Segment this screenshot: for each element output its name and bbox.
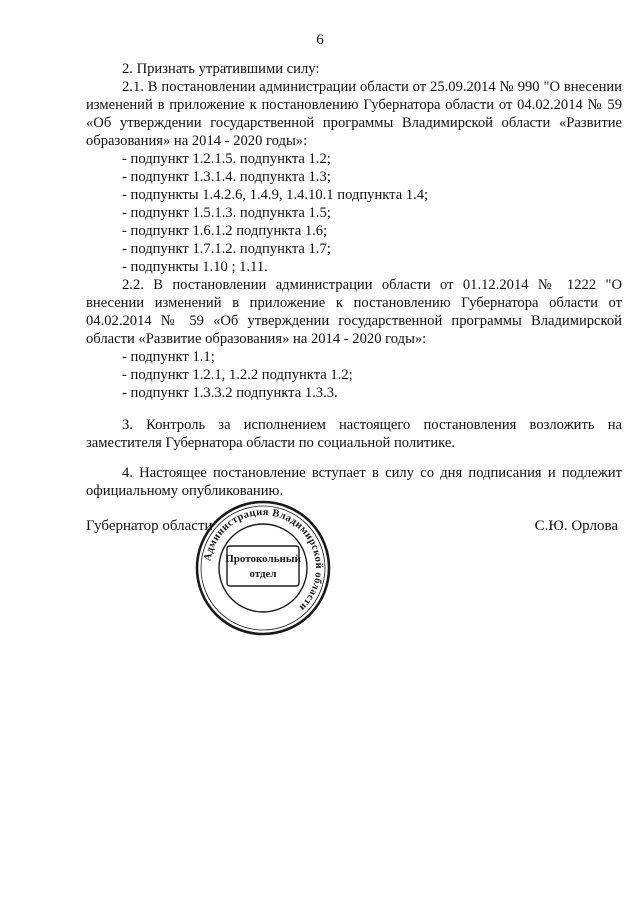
section-2-heading: 2. Признать утратившими силу: <box>122 61 320 77</box>
list-item: - подпункт 1.3.3.2 подпункта 1.3.3. <box>122 385 338 401</box>
signature-name: С.Ю. Орлова <box>534 518 618 534</box>
page-number: 6 <box>316 32 324 48</box>
list-item: - подпункт 1.7.1.2. подпункта 1.7; <box>122 241 331 257</box>
stamp-center-line1: Протокольный <box>225 553 301 565</box>
list-item: - подпункт 1.1; <box>122 349 215 365</box>
list-item: - подпункты 1.4.2.6, 1.4.9, 1.4.10.1 подпункта 1.4; <box>122 187 429 203</box>
document-body <box>86 60 622 500</box>
list-item: - подпункты 1.10 ; 1.11. <box>122 259 268 275</box>
list-item: - подпункт 1.2.1, 1.2.2 подпункта 1.2; <box>122 367 353 383</box>
list-item: - подпункт 1.3.1.4. подпункта 1.3; <box>122 169 331 185</box>
list-item: - подпункт 1.6.1.2 подпункта 1.6; <box>122 223 328 239</box>
stamp-center-line2: отдел <box>249 568 277 580</box>
paragraph-2-1: 2.1. В постановлении администрации области от 25.09.2014 № 990 "О внесении изменений в приложение к постановлению Губернатора области от 04.02.2014 № 59 «Об утверждении государственной программы Владимирской области «Развитие образования» на 2014 - 2020 годы»: <box>86 79 622 149</box>
paragraph-4: 4. Настоящее постановление вступает в силу со дня подписания и подлежит официальному опубликованию. <box>86 465 622 499</box>
signature-position: Губернатор области <box>86 518 213 534</box>
official-stamp <box>193 498 333 638</box>
paragraph-2-2: 2.2. В постановлении администрации области от 01.12.2014 № 1222 "О внесении изменений в приложение к постановлению Губернатора области от 04.02.2014 № 59 «Об утверждении государственной программы Владимирской области «Развитие образования» на 2014 - 2020 годы»: <box>86 277 622 347</box>
list-item: - подпункт 1.2.1.5. подпункта 1.2; <box>122 151 331 167</box>
stamp-ring-text: Администрация Владимирской области <box>202 506 325 613</box>
list-item: - подпункт 1.5.1.3. подпункта 1.5; <box>122 205 331 221</box>
paragraph-3: 3. Контроль за исполнением настоящего постановления возложить на заместителя Губернатора области по социальной политике. <box>86 417 622 451</box>
